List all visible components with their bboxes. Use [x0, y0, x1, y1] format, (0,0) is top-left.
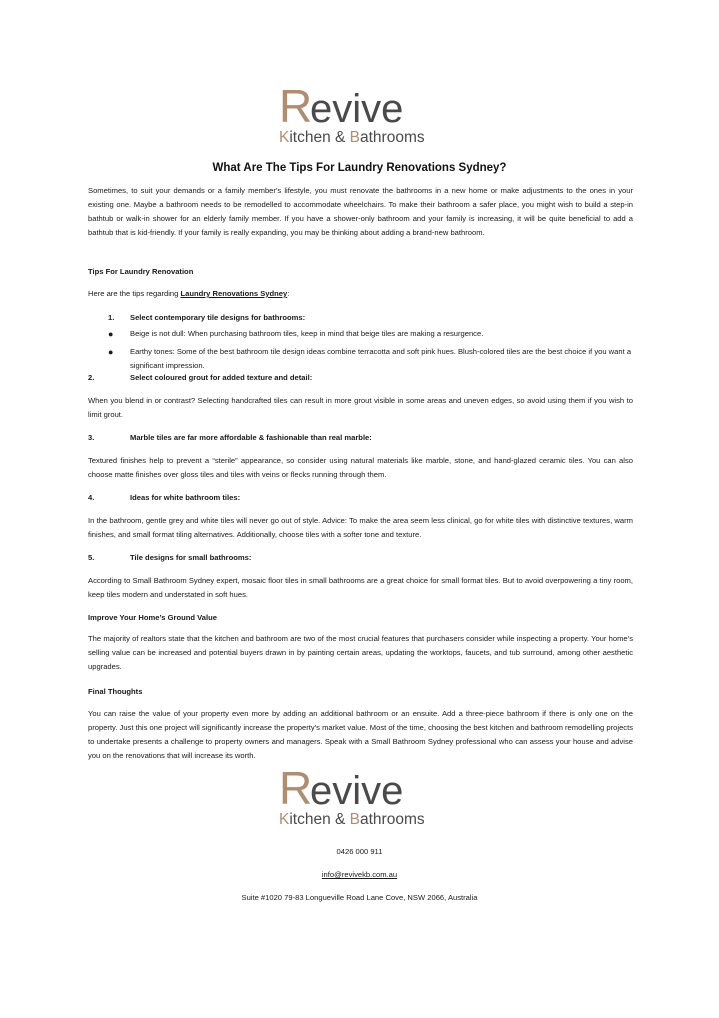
tip-number: 1.	[108, 313, 115, 322]
bullet-item-2	[108, 345, 633, 373]
tip-title: Ideas for white bathroom tiles:	[130, 493, 241, 502]
bullet-icon: ●	[108, 329, 114, 339]
tips-lead	[88, 287, 289, 301]
paragraph-final: You can raise the value of your property even more by adding an additional bathroom or an ensuite. Add a three-piece bathroom if there is only one on the property. Just this one project will significantly increase the property's market value. Most of the time, choosing the best kitchen and bathroom remodelling projects to undertake presents a challenge to property owners and managers. Speak with a Small Bathroom Sydney professional who can assess your house and advise you on the renovations that will increase its worth.	[88, 709, 633, 760]
tip-number: 3.	[88, 433, 95, 442]
svg-text:evive: evive	[309, 87, 403, 131]
bullet-icon: ●	[108, 347, 114, 357]
final-heading: Final Thoughts	[88, 687, 143, 696]
tips-heading: Tips For Laundry Renovation	[88, 267, 194, 276]
tip-number: 4.	[88, 493, 95, 502]
revive-logo-footer	[0, 762, 719, 832]
tip-title: Select coloured grout for added texture and detail:	[130, 373, 313, 382]
tips-lead-text: Here are the tips regarding	[88, 289, 181, 298]
intro-paragraph: Sometimes, to suit your demands or a family member's lifestyle, you must renovate the bathrooms in a new home or make adjustments to the ones in your existing one. Maybe a bathroom needs to be remodelled to accommodate wheelchairs. To make their bathroom a safer place, you might wish to build a step-in bathtub or walk-in shower for an elderly family member. If you have a shower-only bathroom and your family is increasing, it will be quite beneficial to add a bathtub that is kid-friendly. If your family is really expanding, you may be thinking about adding a brand-new bathroom.	[88, 186, 633, 237]
revive-logo-graphic	[275, 80, 445, 150]
paragraph-small-bathrooms: According to Small Bathroom Sydney expert, mosaic floor tiles in small bathrooms are a great choice for small format tiles. But to avoid overpowering a tiny room, keep tiles modern and understated in soft hues.	[88, 576, 633, 599]
tip-title: Tile designs for small bathrooms:	[130, 553, 252, 562]
contact-email-link[interactable]: info@revivekb.com.au	[321, 870, 398, 879]
revive-logo	[0, 80, 719, 150]
svg-text:Kitchen & Bathrooms: Kitchen & Bathrooms	[278, 811, 425, 828]
laundry-renovations-link[interactable]: Laundry Renovations Sydney	[180, 289, 288, 298]
bullet-text: Earthy tones: Some of the best bathroom tile design ideas combine terracotta and soft pink hues. Blush-colored tiles are the best choice if you want a significant impression.	[130, 347, 632, 370]
bullet-item-1	[108, 327, 633, 341]
paragraph-value: The majority of realtors state that the kitchen and bathroom are two of the most crucial features that purchasers consider while inspecting a property. Your home’s selling value can be increased and potential buyers drawn in by painting certain areas, updating the worktops, faucets, and tub surround, among other aesthetic upgrades.	[88, 634, 633, 671]
svg-text:Kitchen & Bathrooms: Kitchen & Bathrooms	[278, 129, 425, 146]
svg-text:R: R	[278, 762, 312, 814]
page-title: What Are The Tips For Laundry Renovations Sydney?	[212, 162, 507, 174]
contact-address: Suite #1020 79-83 Longueville Road Lane Cove, NSW 2066, Australia	[241, 893, 478, 902]
svg-text:R: R	[278, 80, 312, 132]
paragraph-grout: When you blend in or contrast? Selecting handcrafted tiles can result in more grout visible in some areas and uneven edges, so avoid using them if you wish to limit grout.	[88, 396, 633, 419]
paragraph-marble: Textured finishes help to prevent a “sterile” appearance, so consider using natural materials like marble, stone, and hand-glazed ceramic tiles. You can also choose matte finishes over gloss tiles and tiles with veins or flecks running through them.	[88, 456, 633, 479]
tip-title: Marble tiles are far more affordable & fashionable than real marble:	[130, 433, 372, 442]
tip-number: 2.	[88, 373, 95, 382]
paragraph-white-tiles: In the bathroom, gentle grey and white tiles will never go out of style. Advice: To make the area seem less clinical, go for white tiles with distinctive textures, warm finishes, and small format tiling alternatives. Additionally, choose tiles with a softer tone and texture.	[88, 516, 633, 539]
tip-number: 5.	[88, 553, 95, 562]
revive-logo-graphic	[275, 762, 445, 832]
value-heading: Improve Your Home’s Ground Value	[88, 613, 217, 622]
contact-phone[interactable]: 0426 000 911	[336, 847, 383, 856]
tips-lead-colon: :	[287, 289, 290, 298]
svg-text:evive: evive	[309, 769, 403, 813]
tip-title: Select contemporary tile designs for bathrooms:	[130, 313, 306, 322]
bullet-text: Beige is not dull: When purchasing bathroom tiles, keep in mind that beige tiles are making a resurgence.	[130, 329, 484, 338]
